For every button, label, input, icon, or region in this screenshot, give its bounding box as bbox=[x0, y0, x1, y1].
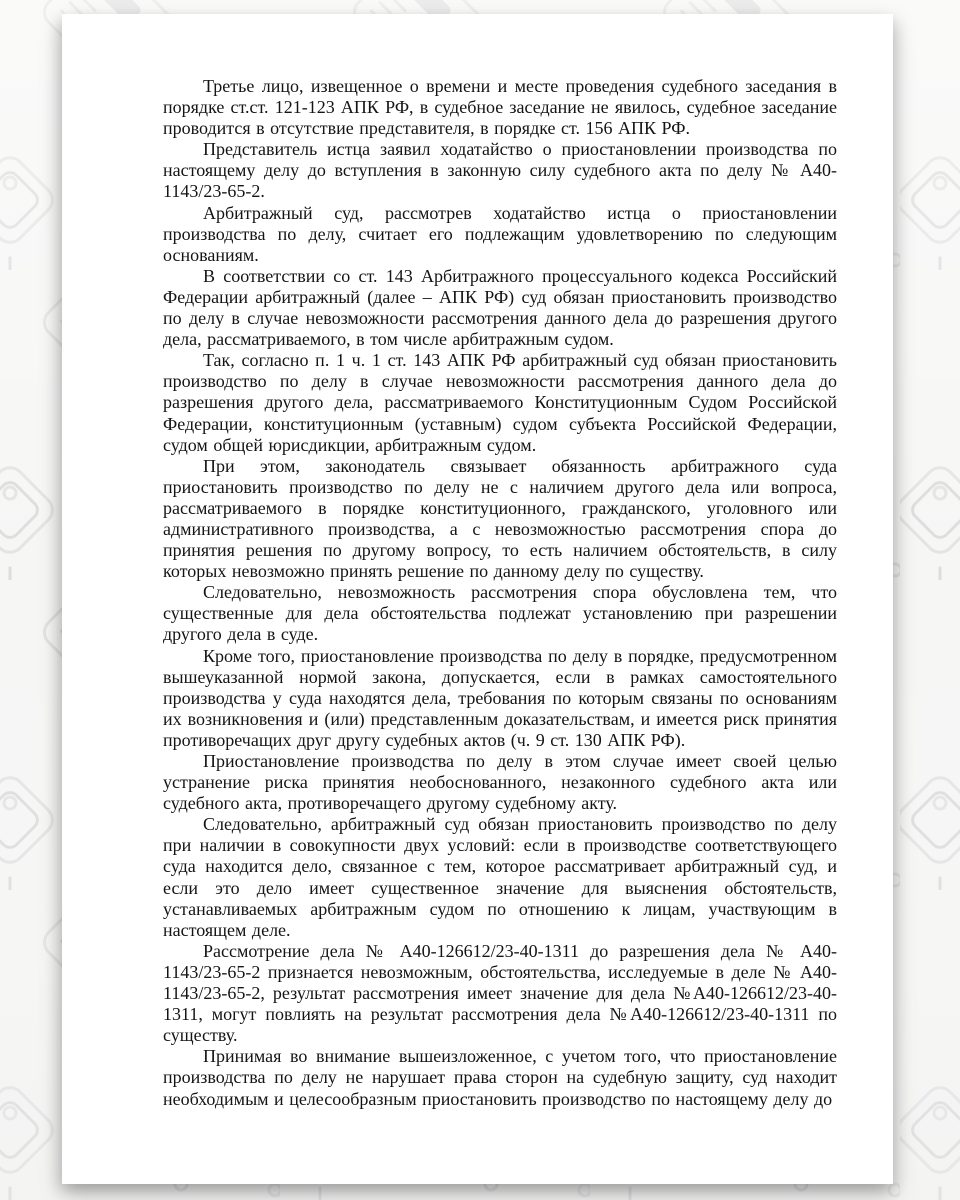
paragraph: Рассмотрение дела № А40-126612/23-40-1311 до разрешения дела № А40-1143/23-65-2 признается невозможным, обстоятельства, исследуемые в деле № А40-1143/23-65-2, результат рассмотрения имеет значение для дела №А40-126612/23-40-1311, могут повлиять на результат рассмотрения дела №А40-126612/23-40-1311 по существу. bbox=[163, 940, 837, 1046]
paragraph: Приостановление производства по делу в этом случае имеет своей целью устранение риска принятия необоснованного, незаконного судебного акта или судебного акта, противоречащего другому судебному акту. bbox=[163, 751, 837, 814]
paragraph: В соответствии со ст. 143 Арбитражного процессуального кодекса Российский Федерации арбитражный (далее – АПК РФ) суд обязан приостановить производство по делу в случае невозможности рассмотрения данного дела до разрешения другого дела, рассматриваемого, в том числе арбитражным судом. bbox=[163, 265, 837, 350]
paragraph: Следовательно, арбитражный суд обязан приостановить производство по делу при наличии в совокупности двух условий: если в производстве соответствующего суда находится дело, связанное с тем, которое рассматривает арбитражный суд, и если это дело имеет существенное значение для выяснения обстоятельств, устанавливаемых арбитражным судом по отношению к лицам, участвующим в настоящем деле. bbox=[163, 814, 837, 940]
paragraph: Принимая во внимание вышеизложенное, с учетом того, что приостановление производства по делу не нарушает права сторон на судебную защиту, суд находит необходимым и целесообразным приостановить производство по настоящему делу до bbox=[163, 1046, 837, 1109]
paragraph: При этом, законодатель связывает обязанность арбитражного суда приостановить производство по делу не с наличием другого дела или вопроса, рассматриваемого в порядке конституционного, гражданского, уголовного или административного производства, а с невозможностью рассмотрения спора до принятия решения по другому вопросу, то есть наличием обстоятельств, в силу которых невозможно принять решение по данному делу по существу. bbox=[163, 455, 837, 582]
paragraph: Третье лицо, извещенное о времени и месте проведения судебного заседания в порядке ст.ст. 121-123 АПК РФ, в судебное заседание не явилось, судебное заседание проводится в отсутствие представителя, в порядке ст. 156 АПК РФ. bbox=[163, 76, 837, 139]
paragraph: Кроме того, приостановление производства по делу в порядке, предусмотренном вышеуказанной нормой закона, допускается, если в рамках самостоятельного производства у суда находятся дела, требования по которым связаны по основаниям их возникновения и (или) представленным доказательствам, и имеется риск принятия противоречащих друг другу судебных актов (ч. 9 ст. 130 АПК РФ). bbox=[163, 645, 837, 750]
paragraph: Так, согласно п. 1 ч. 1 ст. 143 АПК РФ арбитражный суд обязан приостановить производство по делу в случае невозможности рассмотрения данного дела до разрешения другого дела, рассматриваемого Конституционным Судом Российской Федерации, конституционным (уставным) судом субъекта Российской Федерации, судом общей юрисдикции, арбитражным судом. bbox=[163, 350, 837, 455]
paragraph: Представитель истца заявил ходатайство о приостановлении производства по настоящему делу до вступления в законную силу судебного акта по делу № А40-1143/23-65-2. bbox=[163, 139, 837, 202]
document-text bbox=[62, 14, 893, 1110]
paragraph: Следовательно, невозможность рассмотрения спора обусловлена тем, что существенные для дела обстоятельства подлежат установлению при разрешении другого дела в суде. bbox=[163, 582, 837, 645]
document-page bbox=[62, 14, 893, 1184]
paragraph: Арбитражный суд, рассмотрев ходатайство истца о приостановлении производства по делу, считает его подлежащим удовлетворению по следующим основаниям. bbox=[163, 202, 837, 265]
